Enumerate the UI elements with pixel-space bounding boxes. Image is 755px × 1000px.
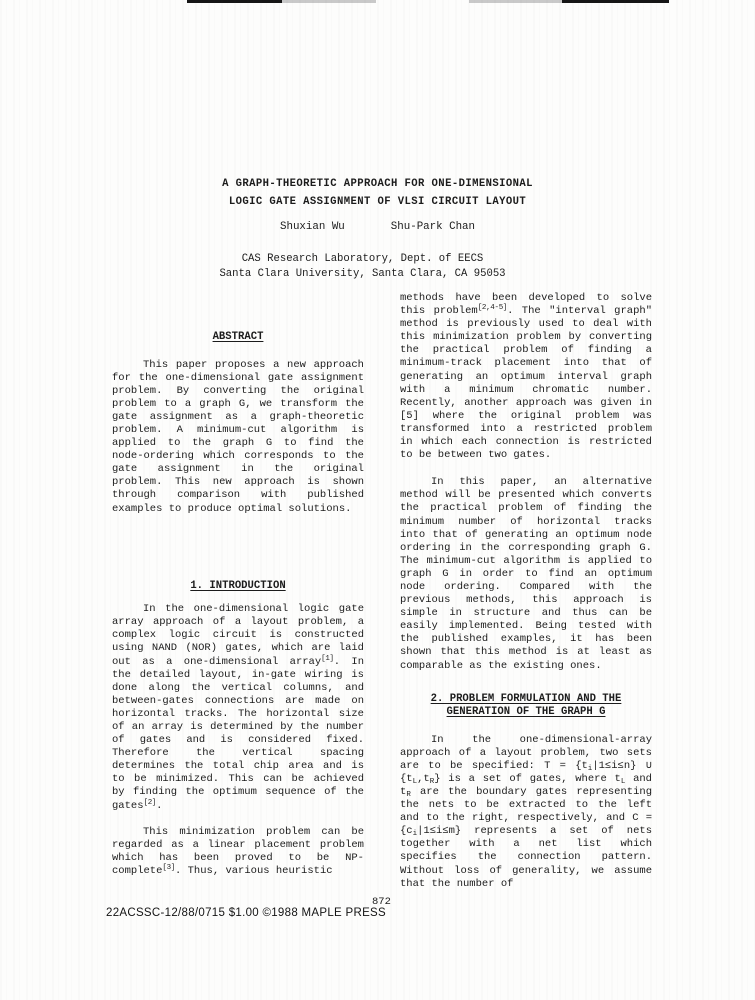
introduction-heading: 1. INTRODUCTION [190,579,286,592]
affiliation-line1: CAS Research Laboratory, Dept. of EECS [241,253,484,265]
section2-heading-line1: 2. PROBLEM FORMULATION AND THE [430,692,622,705]
scan-artifact-bar [469,0,562,3]
author-list [0,221,755,233]
abstract-paragraph: This paper proposes a new approach for the one-dimensional gate assignment problem. By converting the original problem to a graph G, we transform the gate assignment as a graph-theoretic problem. A minimum-cut algorithm is applied to the graph G to find the node-ordering which corresponds to the gate assignment in the original problem. This new approach is shown through comparison with published examples to produce optimal solutions. [112,358,364,515]
copyright-credit-line: 22ACSSC-12/88/0715 $1.00 ©1988 MAPLE PRESS [106,907,386,919]
author-name: Shuxian Wu [279,221,345,233]
right-column [400,292,652,891]
scan-artifact-bar [282,0,376,3]
affiliation [0,252,725,281]
paper-title-line1: A GRAPH-THEORETIC APPROACH FOR ONE-DIMENSIONAL [222,178,533,190]
section2-heading-line2: GENERATION OF THE GRAPH G [446,706,606,719]
affiliation-line2: Santa Clara University, Santa Clara, CA 95053 [219,267,506,280]
section2-heading [400,693,652,720]
scan-artifact-bar [562,0,669,3]
abstract-heading: ABSTRACT [212,331,264,343]
body-paragraph-alternative-method: In this paper, an alternative method will be presented which converts the practical problem of finding the minimum number of horizontal tracks into that of generating an optimum node ordering in the corresponding graph G. The minimum-cut algorithm is applied to graph G in order to find an optimum node ordering. Compared with the previous methods, this approach is simple in structure and thus can be easily implemented. Being tested with the published examples, it has been shown that this method is at least as comparable as the existing ones. [400,476,652,672]
body-paragraph-continued: methods have been developed to solve this problem[2,4-5]. The "interval graph" method is previously used to deal with this minimization problem by converting the practical problem of finding a minimum-track placement into that of generating an optimum interval graph with a minimum chromatic number. Recently, another approach was given in [5] where the original problem was transformed into a restricted problem in which each connection is restricted to be between two gates. [400,292,652,462]
paper-title-line2: LOGIC GATE ASSIGNMENT OF VLSI CIRCUIT LAYOUT [228,195,527,208]
introduction-paragraph-2: This minimization problem can be regarded as a linear placement problem which has been proved to be NP-complete[3]. Thus, various heuristic [112,825,364,877]
section2-paragraph-1: In the one-dimensional-array approach of a layout problem, two sets are to be specified: $T = \{t_i|1\le i\le n\}$ ∪ $\{t_L,t_R\}$ is a set of gates, where $t_L$ and $t_R$ are the boundary gates representing the nets to be extracted to the left and to the right, respectively, and $C = \{c_i|1\le i\le m\}$ represents a set of nets together with a net list which specifies the connection pattern. Without loss of generality, we assume that the number of [400,733,652,890]
author-name: Shu-Park Chan [390,221,476,233]
scan-artifact-bar [187,0,282,3]
page-number: 872 [372,896,391,908]
left-column [112,331,364,878]
introduction-paragraph-1: In the one-dimensional logic gate array approach of a layout problem, a complex logic circuit is constructed using NAND (NOR) gates, which are laid out as a one-dimensional array[1]. In the detailed layout, in-gate wiring is done along the vertical columns, and between-gates connections are made on horizontal tracks. The horizontal size of an array is determined by the number of gates and is considered fixed. Therefore the vertical spacing determines the total chip area and is to be minimized. This can be achieved by finding the optimum sequence of the gates[2]. [112,603,364,812]
paper-header [0,176,755,211]
